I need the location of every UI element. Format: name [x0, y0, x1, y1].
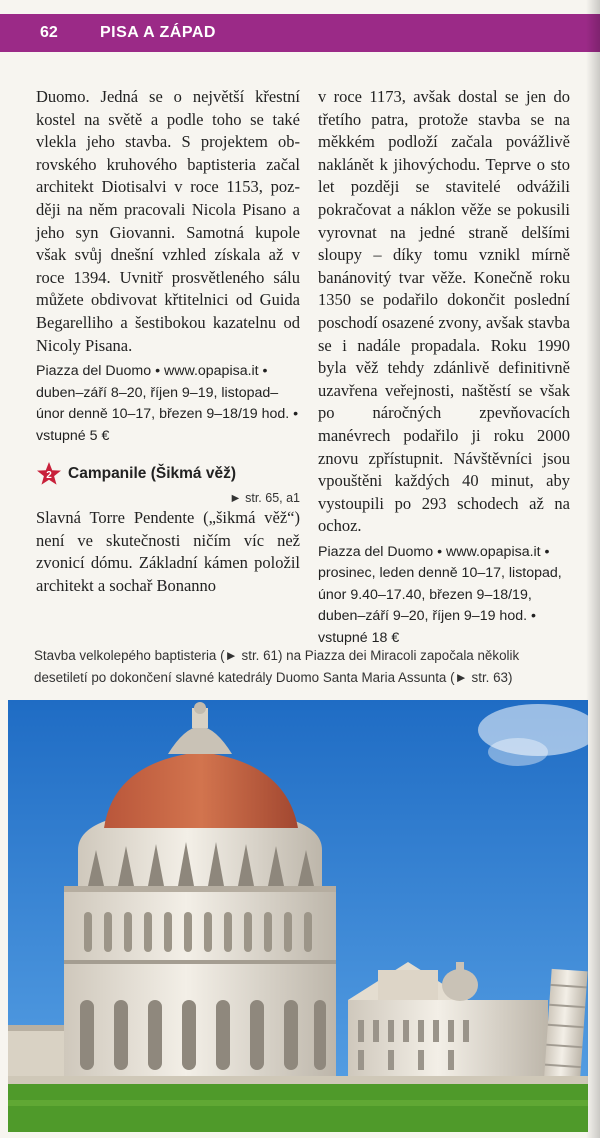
page-spine-shadow [586, 0, 600, 1138]
baptistery-info: Piazza del Duomo • www.opapisa.it • duben–září 8–20, říjen 9–19, listopad–únor denně 10–17, březen 9–18/19 hod. • vstupné 5 € [36, 363, 299, 444]
section-title: Campanile (Šikmá věž) [68, 465, 236, 483]
chapter-title: PISA A ZÁPAD [100, 24, 216, 41]
star-icon [36, 461, 62, 487]
baptistery-paragraph: Duomo. Jedná se o největší křestní kostel na světě a podle toho se také vlekla jeho stavba. S projektem obrovského kruhového baptisteria začal architekt Diotisalvi v roce 1153, později na něm pracovali Nicola Pisano a jeho syn Giovanni. Samotná kupole však svůj dnešní vzhled získala až v roce 1394. Uvnitř prosvětleného sálu můžete obdivovat křtitelnici od Guida Begarelliho a šestibokou kazatelnu od Nicoly Pisana. [36, 87, 300, 355]
tower-history-paragraph: v roce 1173, avšak dostal se jen do třetího patra, protože stavba se na měkkém podloží začala povážlivě naklánět k jihovýchodu. Teprve o sto let později se stavitelé odvážili pokračovat a náklon věže se pokusili vyrovnat na jedné straně delšími sloupy – díky tomu vznikl mírně banánovitý tvar věže. Konečně roku 1350 se podařilo dokončit poslední poschodí osazené zvony, avšak stavba se i nadále propadala. Roku 1990 byla věž tehdy zdánlivě definitivně uzavřena veřejnosti, naštěstí se však po náročných zpevňovacích manévrech podařilo ji roku 2000 znovu zpřístupnit. Návštěvníci jsou vpouštěni každých 40 minut, aby vystoupili po 293 schodech až na ochoz. [318, 87, 570, 536]
page-header [0, 14, 600, 52]
left-column [36, 86, 300, 598]
campanile-heading [36, 459, 300, 489]
map-reference-link[interactable]: ► str. 65, a1 [229, 491, 300, 506]
baptistery-photo [8, 700, 588, 1132]
campanile-paragraph: Slavná Torre Pendente („šikmá věž“) není ve skutečnosti ničím víc než zvonicí dómu. Základní kámen položil architekt a sochař Bonanno [36, 508, 300, 595]
photo-caption: Stavba velkolepého baptisteria (► str. 61) na Piazza dei Miracoli započala několik desetiletí po dokončení slavné katedrály Duomo Santa Maria Assunta (► str. 63) [34, 648, 520, 685]
right-column [318, 86, 570, 649]
baptistery-illustration [8, 700, 588, 1132]
page-number: 62 [40, 24, 58, 41]
section-number: 2 [46, 470, 52, 482]
campanile-info: Piazza del Duomo • www.opapisa.it • prosinec, leden denně 10–17, listopad, únor 9.40–17.40, březen 9–18/19, duben–září 9–20, říjen 9–19 hod. • vstupné 18 € [318, 543, 562, 646]
